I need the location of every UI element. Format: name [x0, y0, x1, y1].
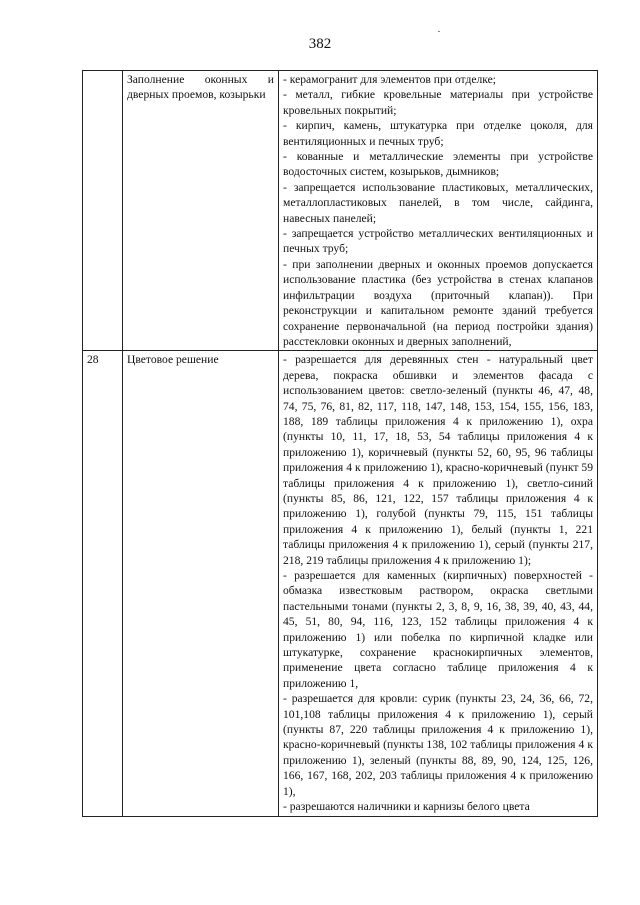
list-item: - разрешаются наличники и карнизы белого цвета: [283, 800, 530, 814]
row-title: Заполнение оконных и дверных проемов, козырьки: [123, 71, 279, 351]
requirements-table: [82, 70, 598, 817]
row-number: 28: [83, 351, 123, 816]
list-item: - разрешается для деревянных стен - натуральный цвет дерева, покраска обшивки и элементов фасада с использованием цветов: светло-зеленый (пункты 46, 47, 48, 74, 75, 76, 81, 82, 117, 118, 147, 148, 153, 154, 155, 156, 183, 188, 189 таблицы приложения 4 к приложению 1), охра (пункты 10, 11, 17, 18, 53, 54 таблицы приложения 4 к приложению 1), коричневый (пункты 52, 60, 95, 96 таблицы приложения 4 к приложению 1), красно-коричневый (пункт 59 таблицы приложения 4 к приложению 1), светло-синий (пункты 85, 86, 121, 122, 157 таблицы приложения 4 к приложению 1), голубой (пункты 79, 115, 151 таблицы приложения 4 к приложению 1), белый (пункты 1, 221 таблицы приложения 4 к приложению 1), серый (пункты 217, 218, 219 таблицы приложения 4 к приложению 1);: [283, 353, 593, 567]
row-number: [83, 71, 123, 351]
scan-speck: [438, 31, 440, 32]
list-item: - разрешается для каменных (кирпичных) поверхностей - обмазка известковым раствором, окраска светлыми пастельными тонами (пункты 2, 3, 8, 9, 16, 38, 39, 40, 43, 44, 45, 51, 80, 94, 116, 123, 152 таблицы приложения 4 к приложению 1) или побелка по кирпичной кладке или штукатурке, сохранение краснокирпичных элементов, применение цвета согласно таблице приложения 4 к приложению 1,: [283, 569, 593, 690]
row-description: [279, 351, 598, 816]
list-item: - металл, гибкие кровельные материалы при устройстве кровельных покрытий;: [283, 88, 593, 117]
row-title: Цветовое решение: [123, 351, 279, 816]
list-item: - керамогранит для элементов при отделке;: [283, 73, 496, 86]
row-description: [279, 71, 598, 351]
table-row: [83, 351, 598, 816]
list-item: - кирпич, камень, штукатурка при отделке цоколя, для вентиляционных и печных труб;: [283, 119, 593, 148]
list-item: - разрешается для кровли: сурик (пункты 23, 24, 36, 66, 72, 101,108 таблицы приложения 4 к приложению 1), серый (пункты 87, 220 таблицы приложения 4 к приложению 1), красно-коричневый (пункты 138, 102 таблицы приложения 4 к приложению 1), зеленый (пункты 88, 89, 90, 124, 125, 126, 166, 167, 168, 202, 203 таблицы приложения 4 к приложению 1),: [283, 692, 593, 798]
list-item: - запрещается устройство металлических вентиляционных и печных труб;: [283, 227, 593, 256]
list-item: - кованные и металлические элементы при устройстве водосточных систем, козырьков, дымников;: [283, 150, 593, 179]
list-item: - запрещается использование пластиковых, металлических, металлопластиковых панелей, в том числе, сайдинга, навесных панелей;: [283, 180, 593, 225]
table-row: [83, 71, 598, 351]
page-number: 382: [308, 36, 332, 52]
list-item: - при заполнении дверных и оконных проемов допускается использование пластика (без устройства в стенах клапанов инфильтрации воздуха (приточный клапан)). При реконструкции и капитальном ремонте зданий требуется сохранение первоначальной (на период постройки здания) расстекловки оконных и дверных заполнений,: [283, 257, 593, 348]
